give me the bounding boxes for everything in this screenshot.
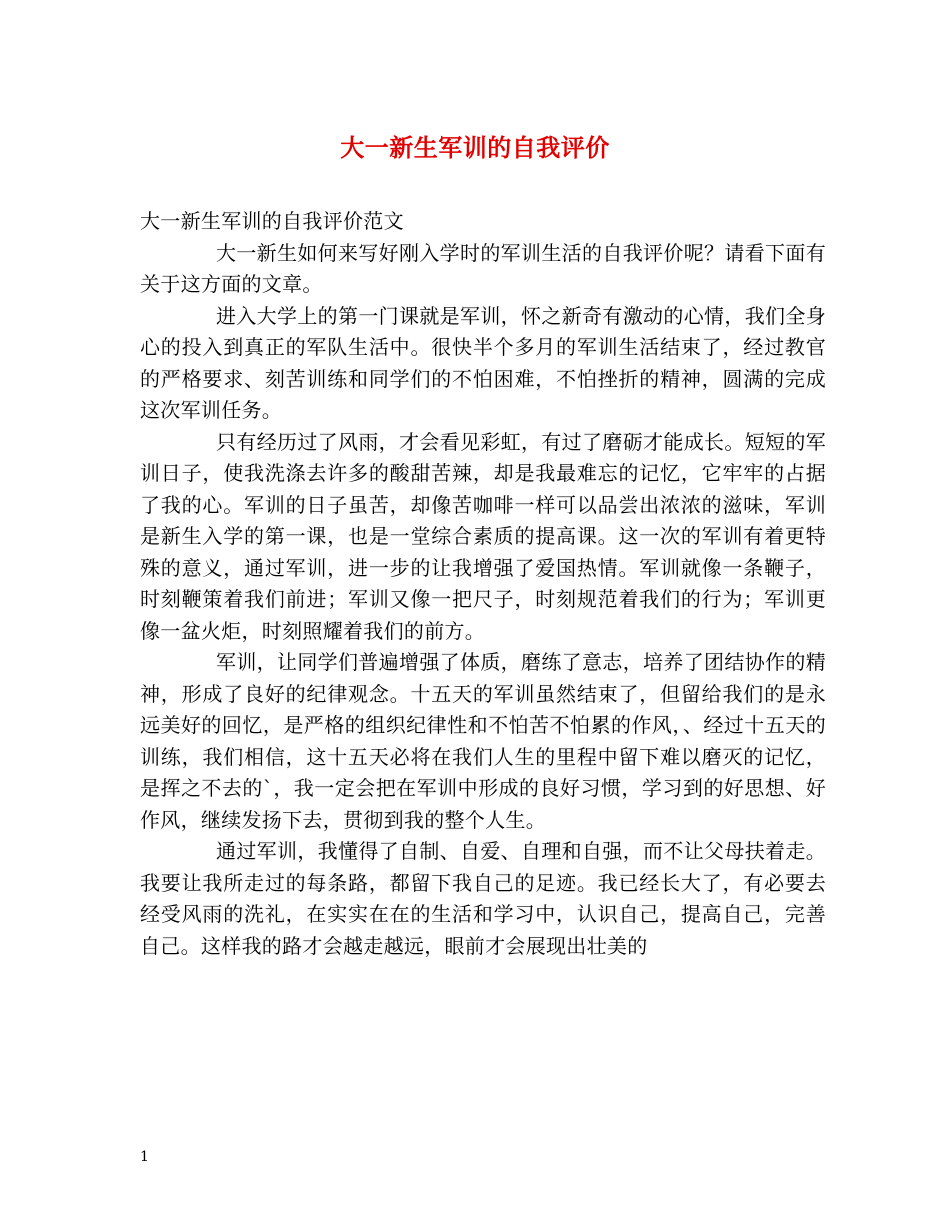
paragraph: 军训，让同学们普遍增强了体质，磨练了意志，培养了团结协作的精神，形成了良好的纪律观念。十五天的军训虽然结束了，但留给我们的是永远美好的回忆，是严格的组织纪律性和不怕苦不怕累的作风，、经过十五天的训练，我们相信，这十五天必将在我们人生的里程中留下难以磨灭的记忆，是挥之不去的`，我一定会把在军训中形成的良好习惯，学习到的好思想、好作风，继续发扬下去，贯彻到我的整个人生。 xyxy=(140,650,826,832)
document-subtitle: 大一新生军训的自我评价范文 xyxy=(140,209,404,233)
paragraph: 大一新生如何来写好刚入学时的军训生活的自我评价呢？请看下面有关于这方面的文章。 xyxy=(140,240,826,296)
paragraph: 只有经历过了风雨，才会看见彩虹，有过了磨砺才能成长。短短的军训日子，使我洗涤去许多的酸甜苦辣，却是我最难忘的记忆，它牢牢的占据了我的心。军训的日子虽苦，却像苦咖啡一样可以品尝出浓浓的滋味，军训是新生入学的第一课，也是一堂综合素质的提高课。这一次的军训有着更特殊的意义，通过军训，进一步的让我增强了爱国热情。军训就像一条鞭子，时刻鞭策着我们前进；军训又像一把尺子，时刻规范着我们的行为；军训更像一盆火炬，时刻照耀着我们的前方。 xyxy=(140,429,826,643)
document-body xyxy=(140,206,826,962)
paragraph: 通过军训，我懂得了自制、自爱、自理和自强，而不让父母扶着走。我要让我所走过的每条路，都留下我自己的足迹。我已经长大了，有必要去经受风雨的洗礼，在实实在在的生活和学习中，认识自己，提高自己，完善自己。这样我的路才会越走越远，眼前才会展现出壮美的 xyxy=(140,839,826,958)
document-title: 大一新生军训的自我评价 xyxy=(340,133,610,162)
page-number: 1 xyxy=(140,1149,149,1165)
paragraph: 进入大学上的第一门课就是军训，怀之新奇有激动的心情，我们全身心的投入到真正的军队生活中。很快半个多月的军训生活结束了，经过教官的严格要求、刻苦训练和同学们的不怕困难，不怕挫折的精神，圆满的完成这次军训任务。 xyxy=(140,303,826,422)
